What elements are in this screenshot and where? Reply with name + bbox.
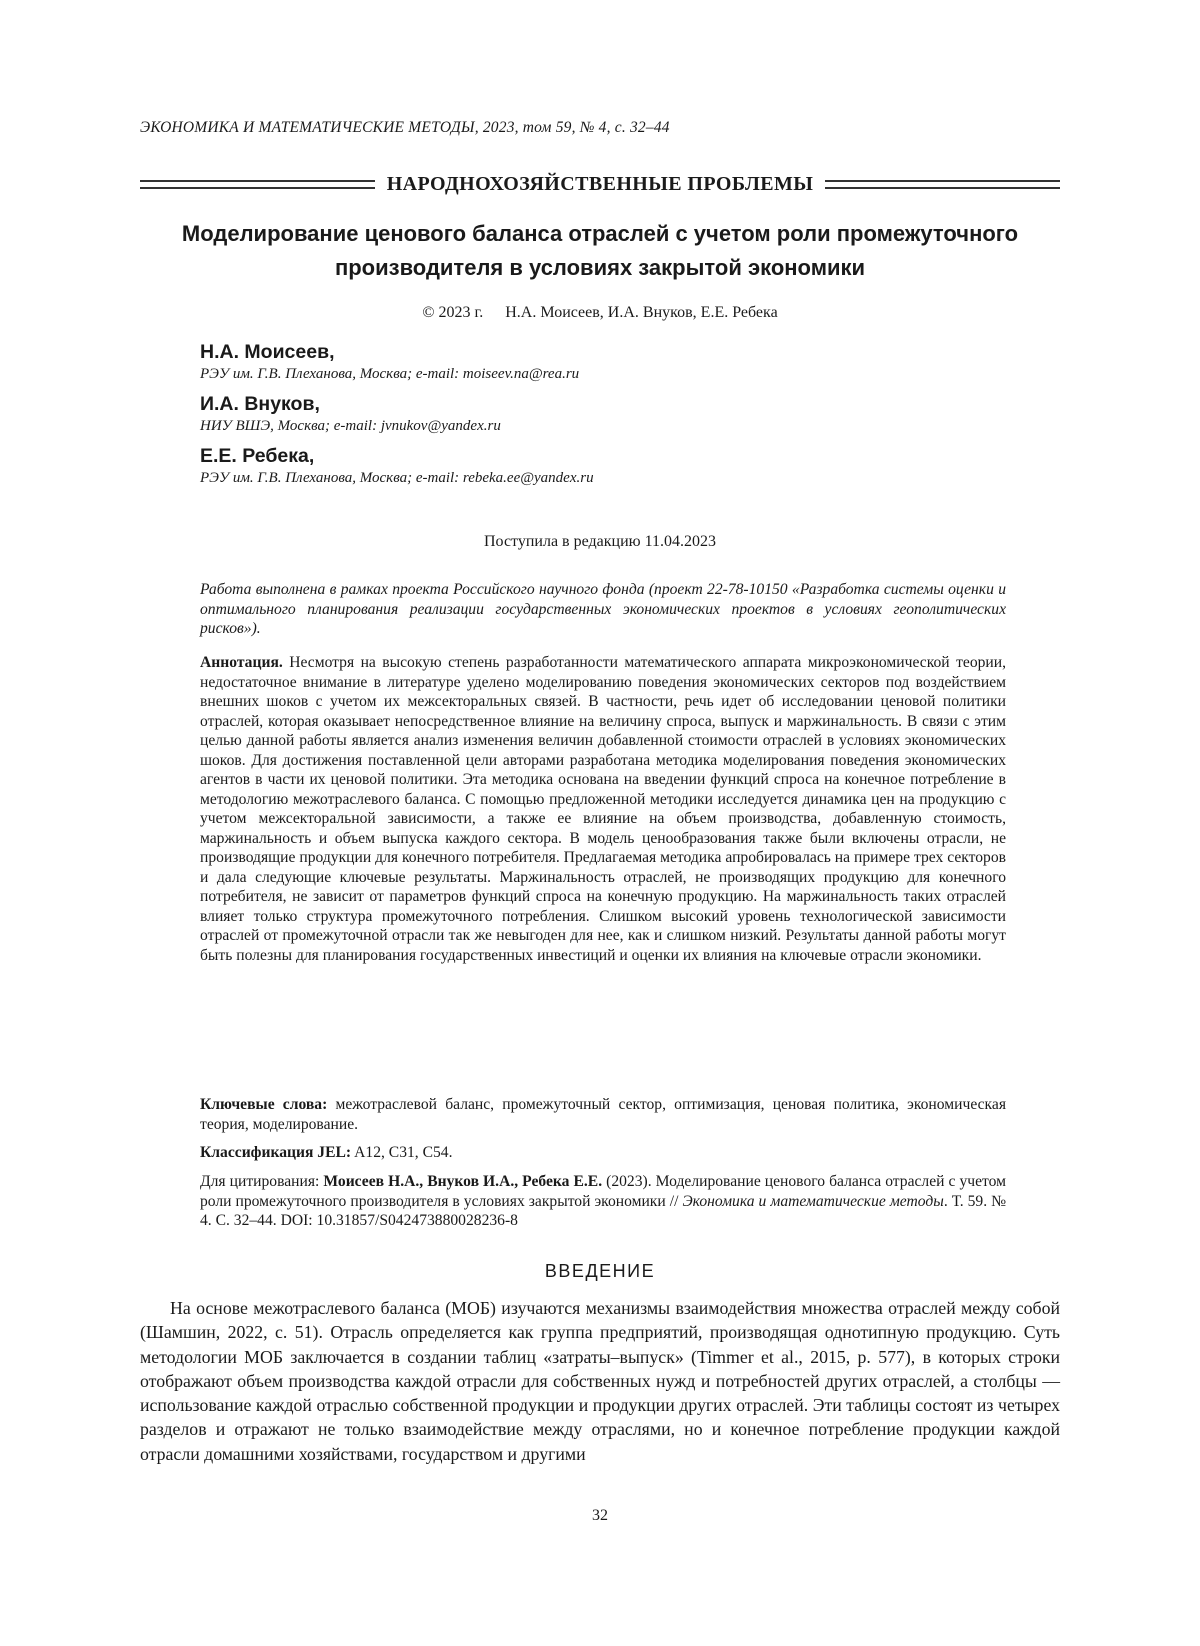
journal-header: ЭКОНОМИКА И МАТЕМАТИЧЕСКИЕ МЕТОДЫ, 2023, том 59, № 4, с. 32–44 bbox=[140, 119, 670, 137]
abstract-label: Аннотация. bbox=[200, 654, 283, 671]
citation-journal: Экономика и математические методы bbox=[682, 1193, 943, 1210]
jel-classification bbox=[200, 1143, 1006, 1163]
author-affiliation: РЭУ им. Г.В. Плеханова, Москва; e-mail: rebeka.ee@yandex.ru bbox=[200, 468, 594, 488]
section-rule-right bbox=[825, 180, 1060, 189]
introduction-heading: ВВЕДЕНИЕ bbox=[140, 1261, 1060, 1282]
citation-suffix: . Т. 59. № 4. С. 32–44. DOI: 10.31857/S042473880028236-8 bbox=[200, 1193, 1006, 1230]
citation-authors: Моисеев Н.А., Внуков И.А., Ребека Е.Е. bbox=[323, 1173, 602, 1190]
keywords bbox=[200, 1095, 1006, 1134]
jel-label: Классификация JEL: bbox=[200, 1144, 351, 1161]
citation-middle: (2023). Моделирование ценового баланса отраслей с учетом роли промежуточного производителя в условиях закрытой экономики // bbox=[200, 1173, 1006, 1210]
section-banner bbox=[140, 169, 1060, 199]
introduction-paragraph: На основе межотраслевого баланса (МОБ) изучаются механизмы взаимодействия множества отраслей между собой (Шамшин, 2022, с. 51). Отрасль определяется как группа предприятий, производящая однотипную продукцию. Суть методологии МОБ заключается в создании таблиц «затраты–выпуск» (Timmer et al., 2015, p. 577), в которых строки отображают объем производства каждой отрасли для собственных нужд и потребностей других отраслей, а столбцы — использование каждой отраслью собственной продукции и продукции других отраслей. Эти таблицы состоят из четырех разделов и отражают не только взаимодействие между отраслями, но и конечное потребление продукции каждой отрасли домашними хозяйствами, государством и другими bbox=[140, 1296, 1060, 1466]
author-block bbox=[200, 340, 579, 384]
article-title-line-1: Моделирование ценового баланса отраслей с учетом роли промежуточного bbox=[140, 217, 1060, 251]
author-affiliation: РЭУ им. Г.В. Плеханова, Москва; e-mail: moiseev.na@rea.ru bbox=[200, 364, 579, 384]
copyright-year: © 2023 г. bbox=[422, 304, 483, 321]
article-title-line-2: производителя в условиях закрытой экономики bbox=[140, 251, 1060, 285]
author-block bbox=[200, 392, 501, 436]
keywords-label: Ключевые слова: bbox=[200, 1096, 327, 1113]
abstract bbox=[200, 653, 1006, 965]
article-page bbox=[0, 0, 1200, 1646]
author-name: Н.А. Моисеев, bbox=[200, 340, 579, 364]
introduction-body bbox=[140, 1296, 1060, 1466]
author-affiliation: НИУ ВШЭ, Москва; e-mail: jvnukov@yandex.ru bbox=[200, 416, 501, 436]
received-date: Поступила в редакцию 11.04.2023 bbox=[140, 533, 1060, 551]
citation bbox=[200, 1172, 1006, 1231]
page-number: 32 bbox=[140, 1507, 1060, 1525]
section-title: НАРОДНОХОЗЯЙСТВЕННЫЕ ПРОБЛЕМЫ bbox=[375, 173, 826, 196]
author-name: И.А. Внуков, bbox=[200, 392, 501, 416]
abstract-text: Несмотря на высокую степень разработанности математического аппарата микроэкономической теории, недостаточное внимание в литературе уделено моделированию поведения экономических секторов под воздействием внешних шоков с учетом их межсекторальных связей. В частности, речь идет об исследовании ценовой политики отраслей, которая оказывает непосредственное влияние на величину спроса, выпуск и маржинальность. В связи с этим целью данной работы является анализ изменения величин добавленной стоимости отраслей в условиях экономических шоков. Для достижения поставленной цели авторами разработана методика моделирования поведения экономических агентов в части их ценовой политики. Эта методика основана на введении функций спроса на конечное потребление в методологию межотраслевого баланса. С помощью предложенной методики исследуется динамика цен на продукцию с учетом межсекторальной зависимости, а также ее влияние на объем производства, добавленную стоимость, маржинальность и объем выпуска каждого сектора. В модель ценообразования также были включены отрасли, не производящие продукции для конечного потребителя. Предлагаемая методика апробировалась на примере трех секторов и дала следующие ключевые результаты. Маржинальность отраслей, не производящих продукцию для конечного потребителя, не зависит от параметров функций спроса на конечную продукцию. На маржинальность таких отраслей влияет только структура промежуточного потребления. Слишком высокий уровень технологической зависимости отраслей от промежуточной отрасли так же невыгоден для нее, как и слишком низкий. Результаты данной работы могут быть полезны для планирования государственных инвестиций и оценки их влияния на ключевые отрасли экономики. bbox=[200, 654, 1006, 964]
author-name: Е.Е. Ребека, bbox=[200, 444, 594, 468]
jel-codes: A12, C31, C54. bbox=[351, 1144, 452, 1161]
copyright-authors: Н.А. Моисеев, И.А. Внуков, Е.Е. Ребека bbox=[505, 304, 777, 321]
funding-text: Работа выполнена в рамках проекта Российского научного фонда (проект 22-78-10150 «Разработка системы оценки и оптимального планирования реализации государственных экономических проектов в условиях геополитических рисков»). bbox=[200, 580, 1006, 639]
article-title bbox=[140, 217, 1060, 285]
section-rule-left bbox=[140, 180, 375, 189]
citation-prefix: Для цитирования: bbox=[200, 1173, 323, 1190]
copyright-line bbox=[140, 304, 1060, 322]
keywords-text: межотраслевой баланс, промежуточный сектор, оптимизация, ценовая политика, экономическая теория, моделирование. bbox=[200, 1096, 1006, 1133]
funding-note bbox=[200, 580, 1006, 639]
author-block bbox=[200, 444, 594, 488]
